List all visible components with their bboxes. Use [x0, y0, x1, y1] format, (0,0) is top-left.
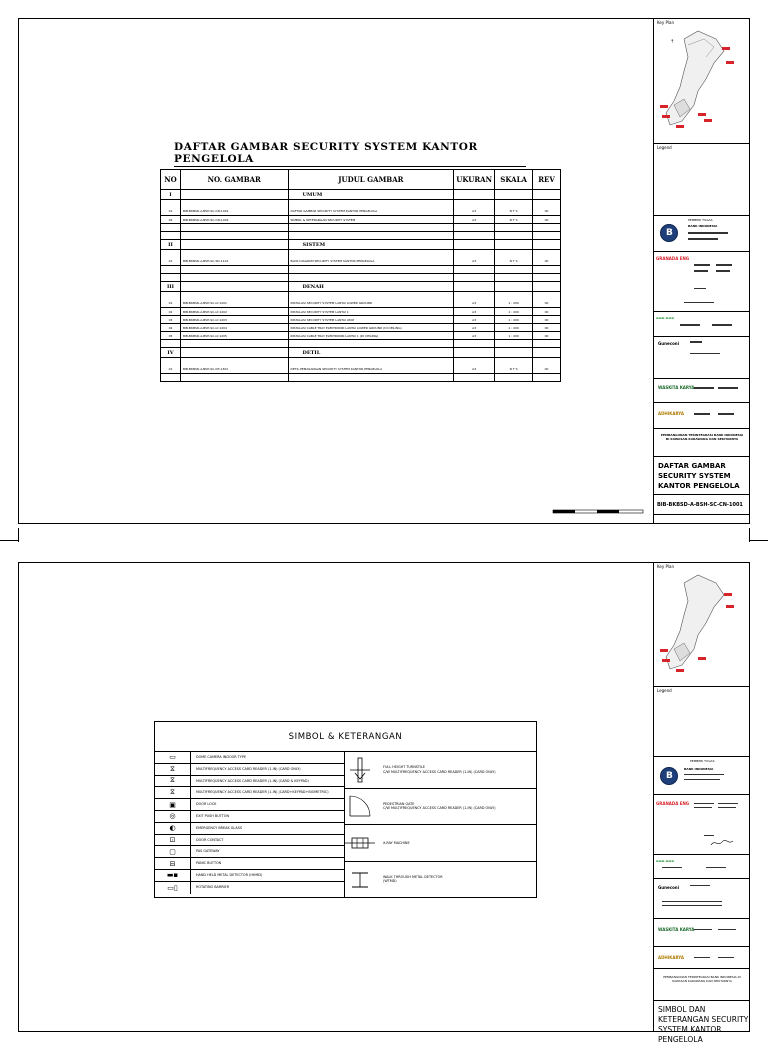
- gateway-icon: ▢: [155, 846, 191, 857]
- key-plan-label: Key Plan: [657, 20, 675, 25]
- cell-no: 02: [161, 308, 181, 316]
- group-name: UMUM: [288, 190, 454, 200]
- contractor-logo: Guneconi: [658, 341, 680, 346]
- symbol-row: [155, 811, 344, 823]
- crop-mark: [18, 528, 19, 542]
- group-row: [161, 240, 561, 250]
- table-row: [161, 208, 561, 216]
- key-plan-map: [654, 21, 750, 143]
- owner-label: PEMBERI TUGAS: [688, 218, 713, 222]
- legend-section: [654, 144, 749, 216]
- group-row: [161, 348, 561, 358]
- cell-size: A3: [454, 316, 495, 324]
- contractor-section: [654, 879, 749, 919]
- symbol-row: [345, 752, 536, 789]
- table-row: [161, 366, 561, 374]
- door-lock-icon: ▣: [155, 799, 191, 810]
- symbol-row: [155, 752, 344, 764]
- cell-rev: 00: [533, 216, 561, 224]
- cell-title: INSTALASI SECURITY SYSTEM LANTAI 1: [288, 308, 454, 316]
- cell-rev: 00: [533, 366, 561, 374]
- drawing-title: DAFTAR GAMBAR SECURITY SYSTEM KANTOR PENGELOLA: [658, 462, 740, 490]
- cell-drawing-no: BIB-BKBSD-A-BSH-SC-LY-1205: [180, 332, 288, 340]
- cell-title: INSTALASI CABLE TRAY ELEKTRONIK LANTAI LOWER GROUND (DI CEILING): [288, 324, 454, 332]
- cell-rev: 00: [533, 300, 561, 308]
- symbol-desc: MULTIFREQUENCY ACCESS CARD READER (1-IN) (CARD & KEYPAD): [196, 778, 309, 783]
- sub-consultant-section: ▬▬▬ ▬▬▬: [654, 312, 749, 337]
- waskita-logo: WASKITA KARYA: [658, 385, 695, 390]
- col-header-ukuran: UKURAN: [454, 170, 495, 190]
- camera-icon: ▭: [155, 752, 191, 763]
- cell-scale: N T S: [495, 366, 533, 374]
- cell-no: 02: [161, 216, 181, 224]
- drawing-sheet-2: [18, 562, 750, 1044]
- cell-drawing-no: BIB-BKBSD-A-BSH-SC-LY-1202: [180, 308, 288, 316]
- symbol-desc: MULTIFREQUENCY ACCESS CARD READER (1-IN) (CARD ONLY): [196, 766, 301, 771]
- symbol-row: [155, 846, 344, 858]
- sub-consultant-section: ▬▬▬ ▬▬▬: [654, 855, 749, 879]
- group-no: IV: [161, 348, 181, 358]
- symbol-list-right: [345, 752, 536, 897]
- symbol-desc: DOOR LOCK: [196, 802, 217, 807]
- symbol-desc: PANIC BUTTON: [196, 861, 222, 866]
- svg-text:⇡: ⇡: [670, 39, 675, 45]
- cell-size: A3: [454, 216, 495, 224]
- cell-drawing-no: BIB-BKBSD-A-BSH-SC-LY-1201: [180, 300, 288, 308]
- cell-size: A3: [454, 332, 495, 340]
- symbol-desc: WALK THROUGH METAL DETECTOR (WTMD): [383, 874, 443, 884]
- symbol-row: [155, 776, 344, 788]
- adhikarya-logo: ADHIKARYA: [658, 955, 684, 960]
- drawing-title-section: [654, 1001, 749, 1044]
- table-header-row: [161, 170, 561, 190]
- card-reader-icon: ⧖: [155, 764, 191, 775]
- adhikarya-logo: ADHIKARYA: [658, 411, 684, 416]
- cell-drawing-no: BIB-BKBSD-A-BSH-SC-DT-1302: [180, 366, 288, 374]
- symbol-row: [155, 764, 344, 776]
- cell-scale: 1 : 200: [495, 308, 533, 316]
- sheet-title: DAFTAR GAMBAR SECURITY SYSTEM KANTOR PENGELOLA: [174, 141, 526, 167]
- legend-label: Legend: [657, 145, 672, 150]
- owner-section: [654, 757, 749, 795]
- col-header-rev: REV: [533, 170, 561, 190]
- symbol-row: [345, 862, 536, 899]
- legend-label: Legend: [657, 688, 672, 693]
- symbol-row: [155, 823, 344, 835]
- group-row: [161, 282, 561, 292]
- table-row: [161, 332, 561, 340]
- cell-drawing-no: BIB-BKBSD-A-BSH-SC-LY-1203: [180, 316, 288, 324]
- cell-size: A3: [454, 300, 495, 308]
- exit-button-icon: ◎: [155, 811, 191, 822]
- cell-title: INSTALASI SECURITY SYSTEM LANTAI ATAP: [288, 316, 454, 324]
- symbol-desc: MULTIFREQUENCY ACCESS CARD READER (1-IN) (CARD+KEYPAD+BIOMETRIC): [196, 790, 329, 795]
- cell-title: BLOK DIAGRAM SECURITY SYSTEM KANTOR PENGELOLA: [288, 258, 454, 266]
- symbol-desc: HAND HELD METAL DETECTOR (HHMD): [196, 872, 263, 877]
- title-block: [653, 19, 749, 523]
- drawing-title: SIMBOL DAN KETERANGAN SECURITY SYSTEM KANTOR PENGELOLA: [658, 1005, 749, 1044]
- cell-title: INSTALASI CABLE TRAY ELEKTRONIK LANTAI 1 (DI CEILING): [288, 332, 454, 340]
- symbol-row: [345, 825, 536, 862]
- group-name: DENAH: [288, 282, 454, 292]
- cell-size: A3: [454, 258, 495, 266]
- key-plan-label: Key Plan: [657, 564, 675, 569]
- cell-title: DAFTAR GAMBAR SECURITY SYSTEM KANTOR PENGELOLA: [288, 208, 454, 216]
- col-header-judul: JUDUL GAMBAR: [288, 170, 454, 190]
- cell-rev: 00: [533, 316, 561, 324]
- cell-no: 05: [161, 332, 181, 340]
- cell-size: A3: [454, 308, 495, 316]
- drawing-list-table: [160, 169, 561, 382]
- contractor-section: [654, 337, 749, 379]
- cell-rev: 00: [533, 258, 561, 266]
- symbol-desc: X-RAY MACHINE: [383, 841, 410, 846]
- cell-no: 01: [161, 300, 181, 308]
- consultant-logo: GRANADA ENG: [656, 256, 690, 261]
- crop-mark: [749, 528, 750, 542]
- contractor-logo: Guneconi: [658, 885, 680, 890]
- cell-scale: N T S: [495, 258, 533, 266]
- panic-button-icon: ⊟: [155, 858, 191, 869]
- cell-rev: 00: [533, 308, 561, 316]
- cell-rev: 00: [533, 208, 561, 216]
- cell-scale: 1 : 200: [495, 324, 533, 332]
- group-no: II: [161, 240, 181, 250]
- door-contact-icon: ⊡: [155, 835, 191, 846]
- cell-scale: 1 : 200: [495, 300, 533, 308]
- owner-label: PEMBERI TUGAS: [690, 759, 715, 763]
- cell-no: 01: [161, 366, 181, 374]
- break-glass-icon: ◐: [155, 823, 191, 834]
- consultant-section: [654, 795, 749, 855]
- symbol-desc: FULL HEIGHT TURNSTILE C/W MULTIFREQUENCY ACCESS CARD READER (1-IN) (CARD ONLY): [383, 765, 496, 774]
- symbol-desc: DOOR CONTACT: [196, 837, 224, 842]
- cell-drawing-no: BIB-BKBSD-A-BSH-SC-LY-1204: [180, 324, 288, 332]
- cell-scale: 1 : 200: [495, 332, 533, 340]
- cell-title: INSTALASI SECURITY SYSTEM LANTAI LOWER GROUND: [288, 300, 454, 308]
- cell-rev: 00: [533, 324, 561, 332]
- contractor2-section: [654, 379, 749, 403]
- contractor2-section: [654, 919, 749, 947]
- bank-indonesia-logo: [660, 224, 678, 242]
- consultant-logo: GRANADA ENG: [656, 801, 690, 806]
- card-reader-icon: ⧖: [155, 787, 191, 798]
- cell-no: 01: [161, 208, 181, 216]
- cell-title: DETIL PEMASANGAN SECURITY SYSTEM KANTOR PENGELOLA: [288, 366, 454, 374]
- group-no: I: [161, 190, 181, 200]
- table-row: [161, 300, 561, 308]
- symbol-row: [345, 789, 536, 826]
- project-section: [654, 969, 749, 1001]
- cell-size: A3: [454, 208, 495, 216]
- table-row: [161, 308, 561, 316]
- card-reader-icon: ⧖: [155, 776, 191, 787]
- drawing-number: BIB-BKBSD-A-BSH-SC-CN-1001: [657, 502, 743, 508]
- cell-no: 01: [161, 258, 181, 266]
- bank-indonesia-logo: [660, 767, 678, 785]
- walk-through-detector-icon: [345, 862, 375, 899]
- table-row: [161, 258, 561, 266]
- contractor3-section: [654, 403, 749, 429]
- owner-section: [654, 216, 749, 252]
- project-name: PEMBANGUNAN TERINTEGRASI BANK INDONESIA DI KAWASAN KARAWANG DAN SEKITARNYA: [663, 975, 741, 983]
- title-block: [653, 563, 749, 1044]
- key-plan-section: [654, 19, 749, 144]
- symbol-table-title: SIMBOL & KETERANGAN: [155, 722, 536, 752]
- key-plan-map: [654, 565, 750, 685]
- symbol-row: [155, 787, 344, 799]
- col-header-no-gambar: NO. GAMBAR: [180, 170, 288, 190]
- table-row: [161, 216, 561, 224]
- cell-drawing-no: BIB-BKBSD-A-BSH-SC-SD-1101: [180, 258, 288, 266]
- symbol-desc: EXIT PUSH BUTTON: [196, 813, 230, 818]
- group-name: DETIL: [288, 348, 454, 358]
- table-row: [161, 316, 561, 324]
- symbol-row: [155, 882, 344, 894]
- contractor3-section: [654, 947, 749, 969]
- col-header-no: NO: [161, 170, 181, 190]
- cell-scale: N T S: [495, 216, 533, 224]
- barrier-icon: ▭▯: [155, 882, 191, 894]
- cell-size: A3: [454, 366, 495, 374]
- owner-name: BANK INDONESIA: [684, 767, 714, 771]
- consultant-section: [654, 252, 749, 312]
- symbol-row: [155, 799, 344, 811]
- cell-drawing-no: BIB-BKBSD-A-BSH-SC-CN-1001: [180, 208, 288, 216]
- symbol-row: [155, 858, 344, 870]
- owner-name: BANK INDONESIA: [688, 224, 718, 228]
- symbol-row: [155, 835, 344, 847]
- cell-no: 04: [161, 324, 181, 332]
- cell-size: A3: [454, 324, 495, 332]
- pedestrian-gate-icon: [345, 789, 375, 825]
- project-section: [654, 429, 749, 457]
- col-header-skala: SKALA: [495, 170, 533, 190]
- turnstile-icon: [345, 752, 375, 788]
- drawing-title-section: [654, 457, 749, 495]
- cell-title: SIMBOL & KETERANGAN SECURITY SYSTEM: [288, 216, 454, 224]
- cell-no: 03: [161, 316, 181, 324]
- table-row: [161, 324, 561, 332]
- cell-scale: 1 : 200: [495, 316, 533, 324]
- group-name: SISTEM: [288, 240, 454, 250]
- drawing-number-section: [654, 495, 749, 515]
- group-no: III: [161, 282, 181, 292]
- symbol-desc: PEDESTRIAN GATE C/W MULTIFREQUENCY ACCESS CARD READER (1-IN) (CARD ONLY): [383, 801, 496, 811]
- crop-mark: [0, 540, 18, 541]
- metal-detector-icon: ▬▪: [155, 870, 191, 881]
- symbol-desc: EMERGENCY BREAK GLASS: [196, 825, 242, 830]
- legend-section: [654, 687, 749, 757]
- cell-rev: 00: [533, 332, 561, 340]
- waskita-logo: WASKITA KARYA: [658, 927, 695, 932]
- scale-bar: [539, 507, 649, 517]
- symbol-row: [155, 870, 344, 882]
- drawing-sheet-1: [18, 18, 750, 524]
- xray-machine-icon: [345, 825, 375, 861]
- symbol-list-left: [155, 752, 345, 897]
- symbol-desc: DOME CAMERA INDOOR TYPE: [196, 755, 247, 759]
- symbol-desc: ROTATING BARRIER: [196, 884, 230, 889]
- symbol-legend-table: [154, 721, 537, 898]
- project-name: PEMBANGUNAN TERINTEGRASI BANK INDONESIA DI KAWASAN KARAWANG DAN SEKITARNYA: [660, 433, 744, 441]
- symbol-desc: PAS GATEWAY: [196, 849, 220, 854]
- cell-drawing-no: BIB-BKBSD-A-BSH-SC-CN-1002: [180, 216, 288, 224]
- crop-mark: [750, 540, 768, 541]
- group-row: [161, 190, 561, 200]
- cell-scale: N T S: [495, 208, 533, 216]
- key-plan-section: [654, 563, 749, 687]
